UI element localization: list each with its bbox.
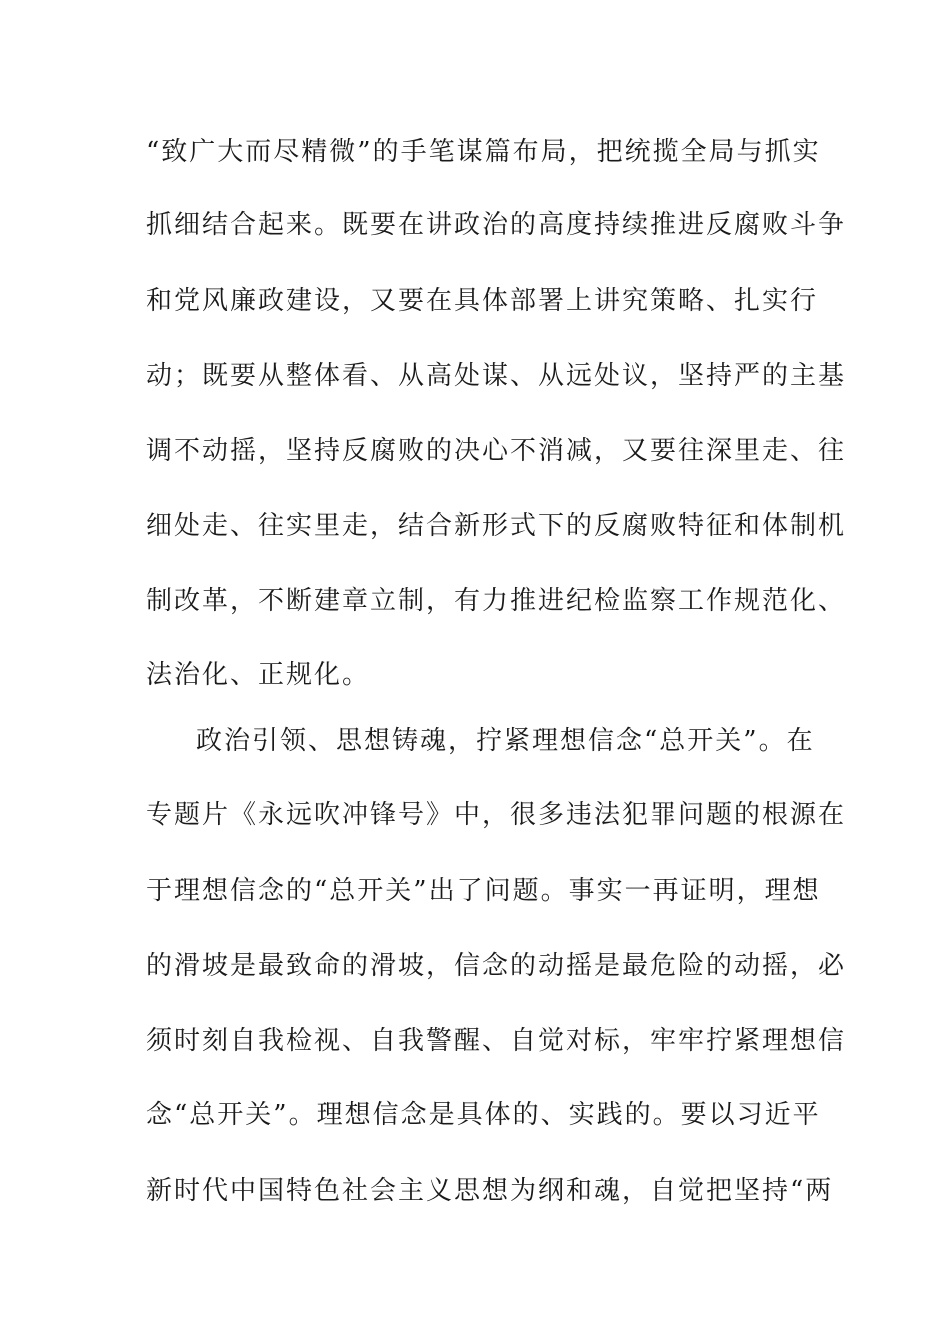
text-line: 新时代中国特色社会主义思想为纲和魂，自觉把坚持“两 bbox=[146, 1176, 834, 1206]
text-line: 动；既要从整体看、从高处谋、从远处议，坚持严的主基 bbox=[146, 361, 847, 391]
text-line: 须时刻自我检视、自我警醒、自觉对标，牢牢拧紧理想信 bbox=[146, 1026, 847, 1056]
text-line: 于理想信念的“总开关”出了问题。事实一再证明，理想 bbox=[146, 876, 821, 906]
text-line: “致广大而尽精微”的手笔谋篇布局，把统揽全局与抓实 bbox=[146, 137, 821, 167]
text-line: 政治引领、思想铸魂，拧紧理想信念“总开关”。在 bbox=[196, 726, 815, 756]
text-line: 专题片《永远吹冲锋号》中，很多违法犯罪问题的根源在 bbox=[146, 800, 847, 830]
text-line: 法治化、正规化。 bbox=[146, 660, 371, 690]
text-line: 和党风廉政建设，又要在具体部署上讲究策略、扎实行 bbox=[146, 286, 819, 316]
text-line: 细处走、往实里走，结合新形式下的反腐败特征和体制机 bbox=[146, 511, 847, 541]
text-line: 制改革，不断建章立制，有力推进纪检监察工作规范化、 bbox=[146, 586, 847, 616]
text-line: 念“总开关”。理想信念是具体的、实践的。要以习近平 bbox=[146, 1100, 821, 1130]
text-line: 抓细结合起来。既要在讲政治的高度持续推进反腐败斗争 bbox=[146, 210, 847, 240]
text-line: 的滑坡是最致命的滑坡，信念的动摇是最危险的动摇，必 bbox=[146, 951, 847, 981]
text-line: 调不动摇，坚持反腐败的决心不消减，又要往深里走、往 bbox=[146, 436, 847, 466]
